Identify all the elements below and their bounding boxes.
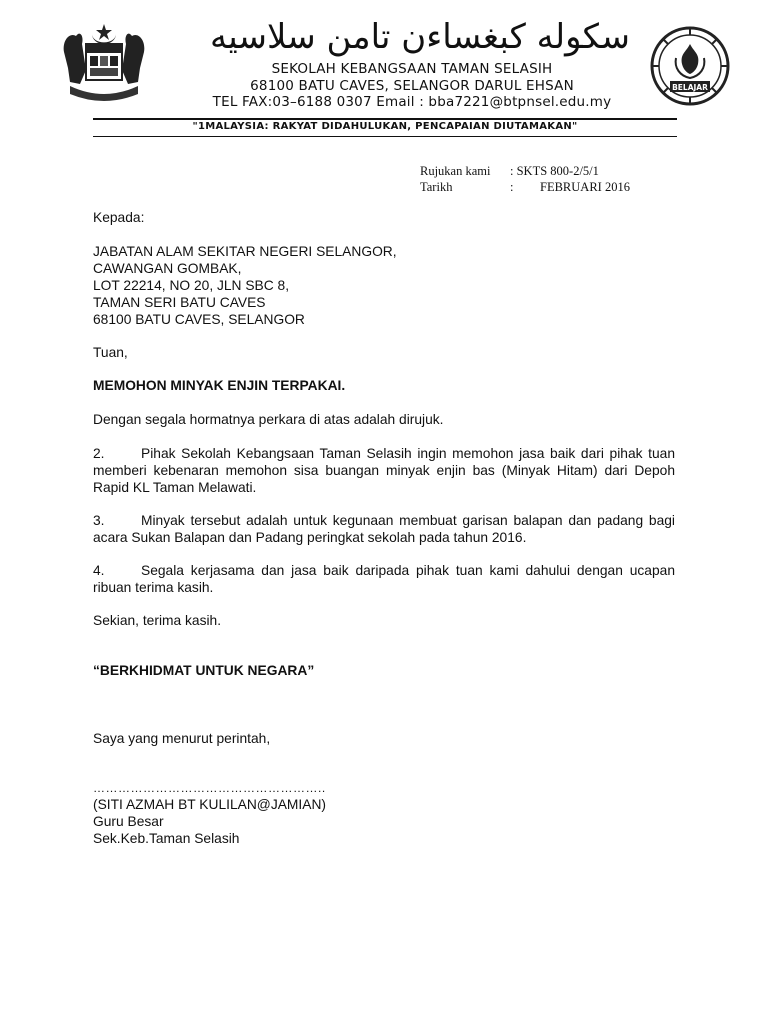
- reference-value: : SKTS 800-2/5/1: [510, 164, 599, 178]
- svg-text:سكوله كبغساءن تامن سلاسيه: سكوله كبغساءن تامن سلاسيه: [209, 17, 631, 57]
- salutation: Tuan,: [93, 345, 128, 360]
- recipient-line: 68100 BATU CAVES, SELANGOR: [93, 312, 305, 327]
- recipient-line: LOT 22214, NO 20, JLN SBC 8,: [93, 278, 290, 293]
- header-rule: [93, 118, 677, 120]
- motto: "1MALAYSIA: RAKYAT DIDAHULUKAN, PENCAPAIAN DIUTAMAKAN": [192, 121, 578, 132]
- signature-line: ………………………………………………..: [93, 781, 326, 795]
- to-label: Kepada:: [93, 210, 145, 225]
- recipient-line: JABATAN ALAM SEKITAR NEGERI SELANGOR,: [93, 244, 397, 259]
- signer-organization: Sek.Keb.Taman Selasih: [93, 831, 240, 846]
- date-colon: :: [510, 180, 514, 194]
- slogan: “BERKHIDMAT UNTUK NEGARA”: [93, 663, 315, 678]
- letter-subject: MEMOHON MINYAK ENJIN TERPAKAI.: [93, 378, 346, 393]
- sign-off: Saya yang menurut perintah,: [93, 731, 271, 746]
- reference-label: Rujukan kami: [420, 164, 491, 178]
- date-value: FEBRUARI 2016: [540, 180, 630, 194]
- paragraph-2: 2. Pihak Sekolah Kebangsaan Taman Selasih ingin memohon jasa baik dari pihak tuan memberi kebenaran memohon sisa buangan minyak enjin bas (Minyak Hitam) dari Depoh Rapid KL Taman Melawati.: [93, 446, 675, 495]
- school-address: 68100 BATU CAVES, SELANGOR DARUL EHSAN: [250, 78, 574, 94]
- date-label: Tarikh: [420, 180, 453, 194]
- school-contact: TEL FAX:03–6188 0307 Email : bba7221@btpnsel.edu.my: [212, 94, 612, 110]
- motto-rule: [93, 136, 677, 137]
- signer-title: Guru Besar: [93, 814, 164, 829]
- school-name: SEKOLAH KEBANGSAAN TAMAN SELASIH: [271, 61, 553, 77]
- signer-name: (SITI AZMAH BT KULILAN@JAMIAN): [93, 797, 327, 812]
- recipient-line: CAWANGAN GOMBAK,: [93, 261, 242, 276]
- paragraph-1: Dengan segala hormatnya perkara di atas adalah dirujuk.: [93, 412, 444, 427]
- paragraph-4: 4. Segala kerjasama dan jasa baik daripada pihak tuan kami dahului dengan ucapan ribuan terima kasih.: [93, 563, 675, 595]
- svg-text:BELAJAR: BELAJAR: [672, 83, 708, 92]
- recipient-address: [93, 243, 675, 328]
- paragraph-3: 3. Minyak tersebut adalah untuk kegunaan membuat garisan balapan dan padang bagi acara Sukan Balapan dan Padang peringkat sekolah pada tahun 2016.: [93, 513, 675, 545]
- school-name-jawi: [205, 10, 635, 60]
- closing: Sekian, terima kasih.: [93, 613, 222, 628]
- recipient-line: TAMAN SERI BATU CAVES: [93, 295, 266, 310]
